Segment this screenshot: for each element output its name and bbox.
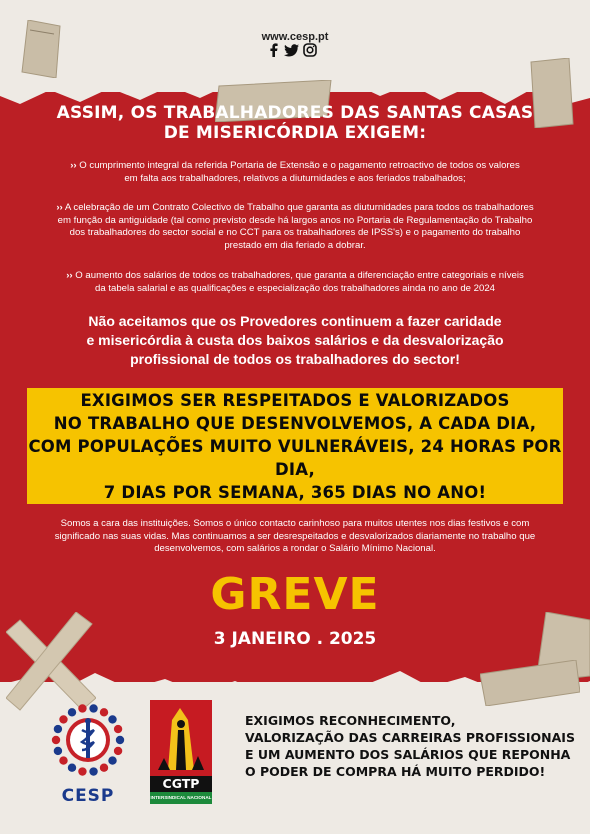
logo-dot bbox=[89, 704, 97, 712]
cgtp-logo-sublabel: INTERSINDICAL NACIONAL bbox=[150, 792, 212, 804]
logo-dot bbox=[52, 736, 60, 744]
logo-dot bbox=[59, 756, 67, 764]
logo-dot bbox=[114, 725, 122, 733]
footer-line: VALORIZAÇÃO DAS CARREIRAS PROFISSIONAIS bbox=[245, 730, 575, 745]
logo-dot bbox=[78, 704, 86, 712]
footer-demand bbox=[245, 712, 575, 780]
logo-dot bbox=[108, 715, 116, 723]
bold-statement bbox=[40, 312, 550, 369]
closing-paragraph bbox=[35, 518, 555, 556]
cgtp-logo-label: CGTP bbox=[150, 776, 212, 792]
demand-text: O cumprimento integral da referida Portaria de Extensão e o pagamento retroactivo de todos os valores bbox=[79, 160, 520, 171]
tape-decoration-bottom-right bbox=[480, 660, 580, 706]
highlight-line: NO TRABALHO QUE DESENVOLVEMOS, A CADA DIA, bbox=[53, 413, 537, 433]
logo-dot bbox=[78, 767, 86, 775]
tape-decoration-top-left bbox=[18, 20, 68, 78]
demand-text: em função da antiguidade (tal como previsto desde há largos anos no Portaria de Regulamentação do Trabalho bbox=[57, 214, 533, 226]
demand-item bbox=[35, 270, 555, 295]
bullet-icon: ›› bbox=[66, 270, 73, 281]
cgtp-emblem-icon bbox=[150, 700, 212, 776]
headline-line: DE MISERICÓRDIA EXIGEM: bbox=[163, 123, 427, 143]
footer-line: E UM AUMENTO DOS SALÁRIOS QUE REPONHA bbox=[245, 747, 571, 762]
highlight-line: COM POPULAÇÕES MUITO VULNERÁVEIS, 24 HORAS POR DIA, bbox=[28, 436, 562, 479]
footer-line: EXIGIMOS RECONHECIMENTO, bbox=[245, 713, 456, 728]
logo-dot bbox=[116, 736, 124, 744]
cesp-logo-label: CESP bbox=[61, 786, 115, 806]
demand-text: em falta aos trabalhadores, relativos a diuturnidades e aos feriados trabalhados; bbox=[124, 172, 466, 184]
logo-dot bbox=[89, 767, 97, 775]
demand-item bbox=[35, 202, 555, 252]
instagram-icon[interactable] bbox=[303, 43, 317, 57]
highlight-line: 7 DIAS POR SEMANA, 365 DIAS NO ANO! bbox=[103, 482, 487, 502]
tape-cross-decoration bbox=[6, 612, 96, 712]
cesp-logo bbox=[48, 700, 128, 780]
demand-text: da tabela salarial e as qualificações e especialização dos trabalhadores ainda no ano de 2024 bbox=[94, 282, 496, 294]
strike-title: GREVE bbox=[210, 569, 380, 620]
logo-dot bbox=[68, 764, 76, 772]
logo-dot bbox=[100, 764, 108, 772]
strike-date: 3 JANEIRO . 2025 bbox=[213, 629, 377, 649]
logo-dot bbox=[54, 747, 62, 755]
logo-dot bbox=[108, 756, 116, 764]
demand-text: O aumento dos salários de todos os trabalhadores, que garanta a diferenciação entre categoriais e níveis bbox=[75, 270, 524, 281]
bullet-icon: ›› bbox=[56, 202, 63, 213]
demand-text: prestado em dia feriado a dobrar. bbox=[224, 239, 366, 251]
highlight-box bbox=[27, 388, 563, 504]
statement-line: e misericórdia à custa dos baixos salários e da desvalorização bbox=[86, 332, 504, 348]
logo-dot bbox=[114, 747, 122, 755]
demand-text: dos trabalhadores do sector social e no CCT para os trabalhadores de IPSS's) e o pagamento do trabalho bbox=[69, 227, 521, 238]
website-url[interactable]: www.cesp.pt bbox=[261, 31, 329, 43]
facebook-icon[interactable] bbox=[268, 43, 280, 57]
statement-line: Não aceitamos que os Provedores continuem a fazer caridade bbox=[88, 313, 502, 329]
twitter-icon[interactable] bbox=[284, 44, 299, 57]
highlight-line: EXIGIMOS SER RESPEITADOS E VALORIZADOS bbox=[80, 390, 510, 410]
logo-dot bbox=[54, 725, 62, 733]
page-headline bbox=[40, 103, 550, 143]
logo-dot bbox=[100, 708, 108, 716]
logo-dot bbox=[59, 715, 67, 723]
headline-line: ASSIM, OS TRABALHADORES DAS SANTAS CASAS bbox=[56, 103, 534, 123]
demand-text: A celebração de um Contrato Colectivo de Trabalho que garanta as diuturnidades para todos os trabalhadores bbox=[64, 202, 534, 213]
demand-item bbox=[35, 160, 555, 185]
closing-line: significado nas suas vidas. Mas continuamos a ser desrespeitados e desvalorizados diariamente no trabalho que bbox=[54, 530, 536, 542]
footer-line: O PODER DE COMPRA HÁ MUITO PERDIDO! bbox=[245, 764, 546, 779]
bullet-icon: ›› bbox=[70, 160, 77, 171]
logo-dot bbox=[68, 708, 76, 716]
closing-line: Somos a cara das instituições. Somos o único contacto carinhoso para muitos utentes nos dias festivos e com bbox=[60, 518, 530, 529]
closing-line: desenvolvemos, com salários a rondar o Salário Mínimo Nacional. bbox=[154, 543, 436, 554]
social-links bbox=[268, 43, 317, 57]
statement-line: profissional de todos os trabalhadores do sector! bbox=[130, 351, 460, 367]
highlight-text bbox=[27, 389, 563, 504]
